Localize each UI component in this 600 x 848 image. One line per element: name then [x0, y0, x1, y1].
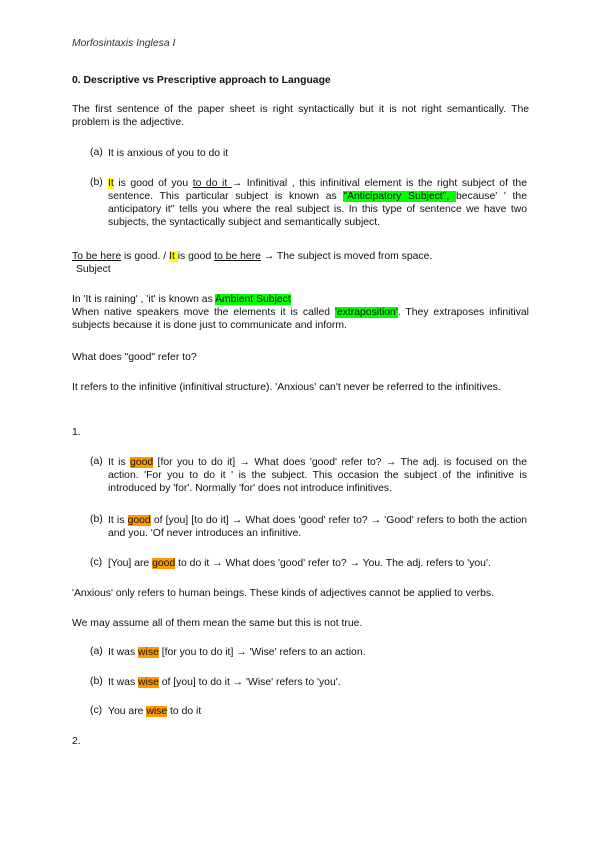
- highlight-good: good: [152, 558, 176, 569]
- subject-label: Subject: [76, 264, 111, 275]
- highlight-it: It: [169, 251, 178, 262]
- question-line: What does "good" refer to?: [72, 352, 197, 363]
- assume-note: We may assume all of them mean the same but this is not true.: [72, 618, 363, 629]
- example-item: (c) You are wise to do it: [90, 705, 202, 717]
- highlight-anticipatory-subject: "Anticipatory Subject",: [343, 191, 456, 202]
- highlight-ambient-subject: Ambient Subject: [215, 294, 291, 305]
- section-title: 0. Descriptive vs Prescriptive approach to Language: [72, 75, 331, 86]
- item-text: It is good of you to do it → Infinitival , this infinitival element is the right subject of the sentence. This particular subject is known as "Anticipatory Subject", because' ' the anticipatory it'' tells you where the real subject is. In this type of sentence we have two subjects, the syntactically subject and semantically subject.: [108, 178, 527, 228]
- example-item: (a) It is good [for you to do it] → What does 'good' refer to? → The adj. is focused on the action. 'For you to do it ' is the subject. This occasion the subject of the infinitive is introduced by 'for'. Normally 'for' does not introduce infinitives.: [90, 456, 527, 494]
- underlined-infinitive: to do it: [192, 178, 232, 189]
- example-item: [90, 177, 527, 229]
- item-label: (b): [90, 177, 103, 188]
- example-item: [90, 147, 527, 160]
- example-item: (c) [You] are good to do it → What does 'good' refer to? → You. The adj. refers to 'you'.: [90, 557, 491, 569]
- highlight-it: It: [108, 178, 114, 189]
- highlight-good: good: [130, 457, 154, 468]
- example-item: (b) It is good of [you] [to do it] → What does 'good' refer to? → 'Good' refers to both the action and you. 'Of never introduces an infinitive.: [90, 514, 527, 539]
- answer-paragraph: It refers to the infinitive (infinitival structure). 'Anxious' can't never be referred to the infinitives.: [72, 382, 501, 393]
- to-be-here-line: To be here is good. / It is good to be here → The subject is moved from space.: [72, 251, 433, 262]
- item-label: (a): [90, 147, 103, 158]
- item-text: It is anxious of you to do it: [108, 148, 229, 159]
- intro-paragraph: The first sentence of the paper sheet is right syntactically but it is not right semantically. The problem is the adjective.: [72, 104, 529, 128]
- highlight-wise: wise: [138, 647, 159, 658]
- anxious-note: 'Anxious' only refers to human beings. These kinds of adjectives cannot be applied to verbs.: [72, 588, 494, 599]
- running-header: Morfosintaxis Inglesa I: [72, 38, 176, 49]
- ambient-subject-line: In 'It is raining' , 'it' is known as Ambient Subject: [72, 294, 291, 305]
- highlight-good: good: [127, 515, 151, 526]
- example-item: (a) It was wise [for you to do it] → 'Wise' refers to an action.: [90, 646, 366, 658]
- example-item: (b) It was wise of [you] to do it → 'Wise' refers to 'you'.: [90, 676, 341, 688]
- section-1-label: 1.: [72, 427, 81, 438]
- highlight-wise: wise: [138, 677, 159, 688]
- section-2-label: 2.: [72, 736, 81, 747]
- extraposition-paragraph: When native speakers move the elements it is called 'extraposition'. They extraposes infinitival subjects because it is done just to communicate and inform.: [72, 307, 529, 331]
- highlight-wise: wise: [146, 706, 168, 717]
- highlight-extraposition: 'extraposition': [334, 307, 398, 318]
